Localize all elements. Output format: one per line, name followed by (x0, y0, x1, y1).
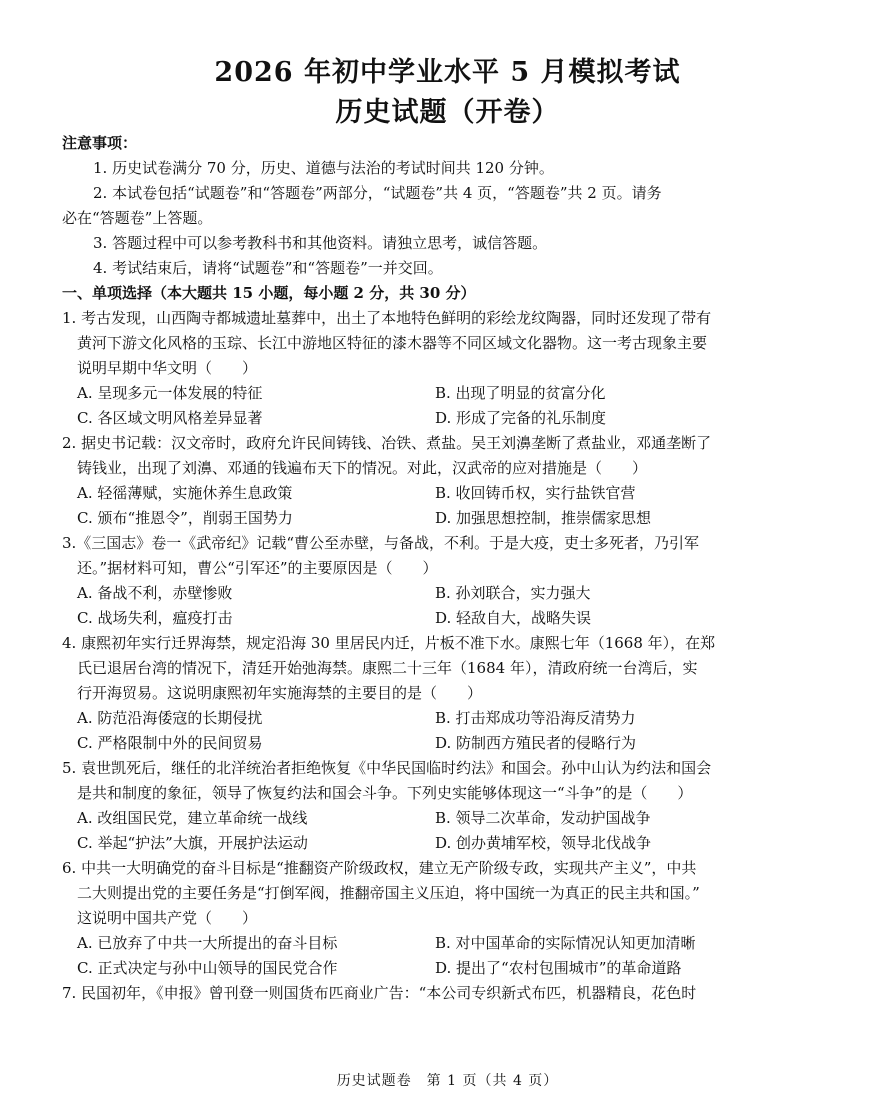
option-c: C. 举起“护法”大旗，开展护法运动 (77, 834, 308, 852)
question-line: 这说明中国共产党（ ） (77, 909, 258, 927)
question-7 (62, 981, 834, 1006)
option-a: A. 轻徭薄赋，实施休养生息政策 (77, 484, 293, 502)
notice-item-2-cont: 必在“答题卷”上答题。 (62, 209, 213, 227)
question-1 (62, 306, 834, 431)
notice-item-2: 2. 本试卷包括“试题卷”和“答题卷”两部分，“试题卷”共 4 页，“答题卷”共 2 页。请务 (93, 184, 662, 202)
question-line: 黄河下游文化风格的玉琮、长江中游地区特征的漆木器等不同区域文化器物。这一考古现象主要 (77, 334, 708, 352)
exam-subtitle: 历史试题（开卷） (335, 97, 560, 128)
option-d: D. 防制西方殖民者的侵略行为 (435, 734, 637, 752)
question-line: 说明早期中华文明（ ） (77, 359, 258, 377)
exam-content (62, 131, 834, 1006)
option-b: B. 对中国革命的实际情况认知更加清晰 (435, 934, 696, 952)
question-3 (62, 531, 834, 631)
exam-title: 2026 年初中学业水平 5 月模拟考试 (214, 57, 681, 88)
page-footer: 历史试题卷 第 1 页（共 4 页） (336, 1073, 559, 1089)
option-b: B. 打击郑成功等沿海反清势力 (435, 709, 636, 727)
option-d: D. 形成了完备的礼乐制度 (435, 409, 607, 427)
question-line: 1. 考古发现，山西陶寺都城遗址墓葬中，出土了本地特色鲜明的彩绘龙纹陶器，同时还发现了带有 (62, 309, 712, 327)
option-a: A. 改组国民党，建立革命统一战线 (77, 809, 308, 827)
option-b: B. 领导二次革命，发动护国战争 (435, 809, 651, 827)
option-a: A. 呈现多元一体发展的特征 (77, 384, 263, 402)
question-line: 铸钱业，出现了刘濞、邓通的钱遍布天下的情况。对此，汉武帝的应对措施是（ ） (77, 459, 648, 477)
question-line: 6. 中共一大明确党的奋斗目标是“推翻资产阶级政权，建立无产阶级专政，实现共产主义”，中共 (62, 859, 697, 877)
question-line: 7. 民国初年，《申报》曾刊登一则国货布匹商业广告：“本公司专织新式布匹，机器精良，花色时 (62, 984, 697, 1002)
option-b: B. 收回铸币权，实行盐铁官营 (435, 484, 636, 502)
option-d: D. 创办黄埔军校，领导北伐战争 (435, 834, 652, 852)
option-c: C. 严格限制中外的民间贸易 (77, 734, 263, 752)
question-6 (62, 856, 834, 981)
option-b: B. 出现了明显的贫富分化 (435, 384, 606, 402)
section-heading: 一、单项选择（本大题共 15 小题，每小题 2 分，共 30 分） (62, 284, 476, 302)
question-line: 5. 袁世凯死后，继任的北洋统治者拒绝恢复《中华民国临时约法》和国会。孙中山认为约法和国会 (62, 759, 712, 777)
option-b: B. 孙刘联合，实力强大 (435, 584, 591, 602)
option-c: C. 各区域文明风格差异显著 (77, 409, 263, 427)
question-2 (62, 431, 834, 531)
question-line: 氏已退居台湾的情况下，清廷开始弛海禁。康熙二十三年（1684 年），清政府统一台湾后，实 (77, 659, 698, 677)
option-c: C. 战场失利，瘟疫打击 (77, 609, 233, 627)
question-line: 二大则提出党的主要任务是“打倒军阀，推翻帝国主义压迫，将中国统一为真正的民主共和国。” (77, 884, 700, 902)
option-c: C. 颁布“推恩令”，削弱王国势力 (77, 509, 293, 527)
notice-item-3: 3. 答题过程中可以参考教科书和其他资料。请独立思考，诚信答题。 (93, 234, 548, 252)
option-a: A. 防范沿海倭寇的长期侵扰 (77, 709, 263, 727)
notice-item-4: 4. 考试结束后，请将“试题卷”和“答题卷”一并交回。 (93, 259, 443, 277)
option-d: D. 轻敌自大，战略失误 (435, 609, 592, 627)
option-a: A. 备战不利，赤壁惨败 (77, 584, 233, 602)
question-line: 2. 据史书记载：汉文帝时，政府允许民间铸钱、冶铁、煮盐。吴王刘濞垄断了煮盐业，邓通垄断了 (62, 434, 712, 452)
question-5 (62, 756, 834, 856)
option-d: D. 提出了“农村包围城市”的革命道路 (435, 959, 682, 977)
option-d: D. 加强思想控制，推崇儒家思想 (435, 509, 652, 527)
option-c: C. 正式决定与孙中山领导的国民党合作 (77, 959, 338, 977)
question-line: 3.《三国志》卷一《武帝纪》记载“曹公至赤壁，与备战，不利。于是大疫，吏士多死者，乃引军 (62, 534, 699, 552)
notice-heading: 注意事项： (62, 134, 138, 152)
option-a: A. 已放弃了中共一大所提出的奋斗目标 (77, 934, 338, 952)
question-line: 是共和制度的象征，领导了恢复约法和国会斗争。下列史实能够体现这一“斗争”的是（ ） (77, 784, 693, 802)
question-4 (62, 631, 834, 756)
question-line: 还。”据材料可知，曹公“引军还”的主要原因是（ ） (77, 559, 438, 577)
notice-item-1: 1. 历史试卷满分 70 分，历史、道德与法治的考试时间共 120 分钟。 (93, 159, 554, 177)
question-line: 行开海贸易。这说明康熙初年实施海禁的主要目的是（ ） (77, 684, 483, 702)
question-line: 4. 康熙初年实行迁界海禁，规定沿海 30 里居民内迁，片板不准下水。康熙七年（1668 年），在郑 (62, 634, 716, 652)
